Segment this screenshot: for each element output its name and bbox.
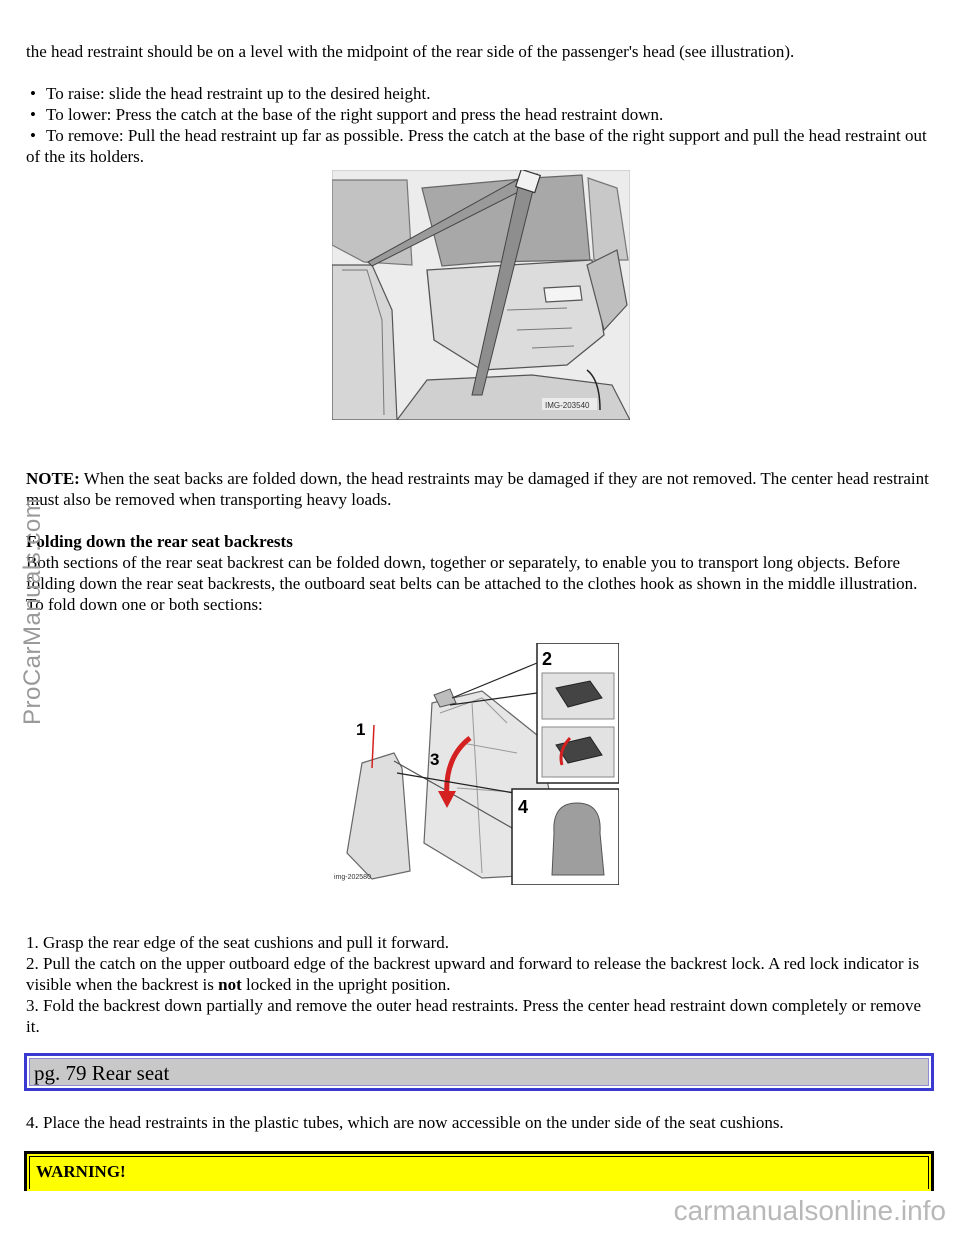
bullet-lower: • To lower: Press the catch at the base of the right support and press the head restraint down. [30, 105, 664, 124]
callout-4: 4 [518, 797, 529, 817]
backrest-folding-illustration [332, 643, 619, 885]
section-title: pg. 79 Rear seat [29, 1058, 929, 1086]
callout-1: 1 [356, 720, 366, 739]
callout-2: 2 [542, 649, 553, 669]
head-restraint-instructions [26, 83, 936, 167]
step-1: 1. Grasp the rear edge of the seat cushions and pull it forward. [26, 933, 449, 952]
step-2: 2. Pull the catch on the upper outboard edge of the backrest upward and forward to release the backrest lock. A red lock indicator is visible when the backrest is not locked in the upright position. [26, 954, 920, 994]
watermark-bottom: carmanualsonline.info [673, 1195, 946, 1226]
folding-heading: Folding down the rear seat backrests [26, 532, 293, 551]
callout-3: 3 [430, 750, 440, 769]
not-emphasis: not [218, 975, 242, 994]
figure-code: img-202580 [334, 874, 371, 881]
note-label: NOTE: [26, 469, 80, 488]
bullet-icon: • [30, 84, 36, 103]
bullet-icon: • [30, 105, 36, 124]
step-3: 3. Fold the backrest down partially and remove the outer head restraints. Press the center head restraint down completely or remove it. [26, 996, 922, 1036]
bullet-remove: • To remove: Pull the head restraint up far as possible. Press the catch at the base of the right support and pull the head restraint out of the its holders. [26, 126, 927, 166]
intro-paragraph: the head restraint should be on a level with the midpoint of the rear side of the passenger's head (see illustration). [26, 42, 795, 61]
watermark-left: ProCarManuals.com [19, 497, 46, 725]
door-handle [544, 286, 582, 302]
warning-box [24, 1151, 934, 1191]
figure-code: IMG-203540 [545, 401, 590, 410]
section-title-bar [24, 1053, 934, 1091]
seat-belt-illustration [332, 170, 630, 420]
bullet-raise: • To raise: slide the head restraint up to the desired height. [30, 84, 431, 103]
step-4: 4. Place the head restraints in the plastic tubes, which are now accessible on the under side of the seat cushions. [26, 1113, 784, 1132]
note-text: When the seat backs are folded down, the head restraints may be damaged if they are not removed. The center head restraint must also be removed when transporting heavy loads. [26, 469, 929, 509]
bullet-icon: • [30, 126, 36, 145]
head-restraint-detail [552, 803, 604, 875]
note-paragraph [26, 468, 936, 510]
folding-paragraph: Both sections of the rear seat backrest can be folded down, together or separately, to enable you to transport long objects. Before folding down the rear seat backrests, the outboard seat belts can be attached to the clothes hook as shown in the middle illustration. To fold down one or both sections: [26, 553, 918, 614]
warning-title: WARNING! [29, 1156, 929, 1189]
